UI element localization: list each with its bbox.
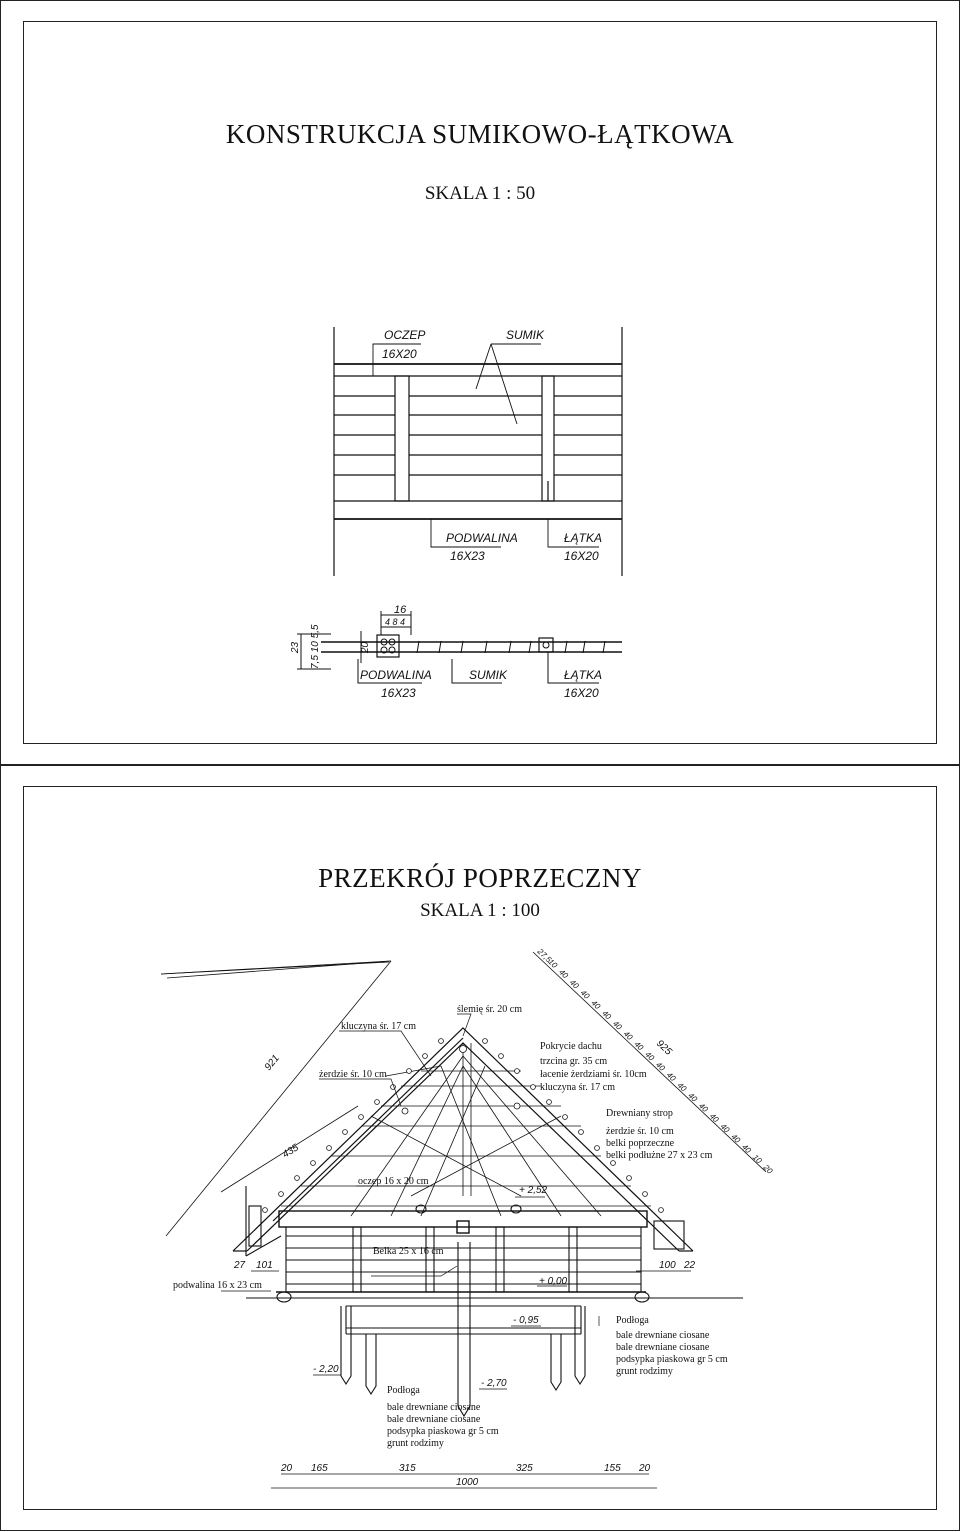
label-belka: Belka 25 x 16 cm <box>373 1246 444 1257</box>
rafter-spacing-7: 40 <box>610 1018 624 1032</box>
sheet-cross-section <box>0 765 960 1531</box>
dim-rafter-total: 925 <box>653 1038 674 1058</box>
dim-bottom-2: 315 <box>399 1463 416 1474</box>
rafter-spacing-13: 40 <box>675 1080 689 1094</box>
rafter-spacing-20: 10 <box>750 1152 764 1166</box>
dim-bottom-4: 155 <box>604 1463 621 1474</box>
rafter-spacing-16: 40 <box>707 1111 721 1125</box>
rafter-spacing-6: 40 <box>600 1008 613 1022</box>
rafter-spacing-3: 40 <box>567 977 581 991</box>
podwalina-size: 16X23 <box>450 549 485 563</box>
dim-bottom-5: 20 <box>639 1463 651 1474</box>
level-ridge: + 2,52 <box>519 1185 548 1196</box>
plan-dim-sub: 4 8 4 <box>385 617 406 627</box>
oczep-label: OCZEP <box>384 328 426 342</box>
rafter-spacing-18: 40 <box>729 1132 742 1145</box>
sheet2-title: PRZEKRÓJ POPRZECZNY <box>318 863 642 893</box>
level-m270: - 2,70 <box>481 1378 507 1389</box>
label-zerdzie: żerdzie śr. 10 cm <box>319 1069 387 1080</box>
plan-dim-small: 20 <box>360 641 371 653</box>
rafter-spacing-8: 40 <box>621 1029 635 1042</box>
rafter-spacing-0: 27,5 <box>535 946 554 965</box>
cross-section-drawing <box>1 766 960 1532</box>
ceiling-note-head: Drewniany strop <box>606 1108 673 1119</box>
level-m095: - 0,95 <box>513 1315 539 1326</box>
plan-latka-label: ŁĄTKA <box>564 668 603 682</box>
floor-note-left <box>387 1385 499 1449</box>
ceiling-note-l3: belki podłużne 27 x 23 cm <box>606 1150 713 1161</box>
floor-left-head: Podłoga <box>387 1385 420 1396</box>
roof-note-l2: łacenie żerdziami śr. 10cm <box>540 1069 647 1080</box>
piles <box>341 1242 585 1416</box>
plan-dim-left-total: 23 <box>290 641 301 653</box>
sheet2-scale: SKALA 1 : 100 <box>420 900 540 921</box>
sumik-label: SUMIK <box>506 328 545 342</box>
dim-slope-inner: 435 <box>280 1142 301 1161</box>
dim-bottom-1: 165 <box>311 1463 328 1474</box>
rafter-spacing-11: 40 <box>653 1060 667 1073</box>
floor-right-l3: podsypka piaskowa gr 5 cm <box>616 1354 728 1365</box>
rafter-spacing-9: 40 <box>632 1039 646 1053</box>
dim-right-b: 22 <box>684 1260 696 1271</box>
rafter-spacing-1: 10 <box>546 957 560 970</box>
floor-right-l2: bale drewniane ciosane <box>616 1342 710 1353</box>
rafter-spacing-5: 40 <box>589 998 603 1012</box>
plan-dim-left-parts: 7,5 10 5,5 <box>310 624 321 669</box>
plan-podwalina-size: 16X23 <box>381 686 416 700</box>
rafter-spacing-10: 40 <box>643 1049 656 1063</box>
roof-covering-note <box>540 1041 647 1093</box>
dim-right-a: 100 <box>659 1260 676 1271</box>
sheet1-title: KONSTRUKCJA SUMIKOWO-ŁĄTKOWA <box>225 119 735 149</box>
floor-right-head: Podłoga <box>616 1315 649 1326</box>
dim-bottom-3: 325 <box>516 1463 533 1474</box>
dim-left-b: 101 <box>256 1260 273 1271</box>
elevation-leaders <box>373 344 599 547</box>
floor-left-l2: bale drewniane ciosane <box>387 1414 481 1425</box>
ceiling-note <box>606 1108 713 1161</box>
rafter-spacing-4: 40 <box>578 988 592 1001</box>
label-podwalina: podwalina 16 x 23 cm <box>173 1280 262 1291</box>
dim-overall: 1000 <box>456 1477 479 1488</box>
floor-right-l4: grunt rodzimy <box>616 1366 673 1377</box>
sheet-construction-detail <box>0 0 960 765</box>
oczep-size: 16X20 <box>382 347 417 361</box>
label-oczep: oczep 16 x 20 cm <box>358 1176 429 1187</box>
ceiling-note-l1: żerdzie śr. 10 cm <box>606 1126 674 1137</box>
dim-left-a: 27 <box>234 1260 246 1271</box>
construction-drawing <box>1 1 960 766</box>
rafter-spacing-21: 20 <box>761 1162 775 1176</box>
plan-sumik-label: SUMIK <box>469 668 508 682</box>
label-kluczyna: kluczyna śr. 17 cm <box>341 1021 416 1032</box>
rafter-spacing-15: 40 <box>697 1101 710 1114</box>
rafter-spacing-14: 40 <box>686 1090 699 1104</box>
level-zero: + 0,00 <box>539 1276 568 1287</box>
floor-note-right <box>616 1315 728 1377</box>
dim-slope-long: 921 <box>262 1052 282 1073</box>
sheet1-scale: SKALA 1 : 50 <box>424 183 536 204</box>
floor-left-l4: grunt rodzimy <box>387 1438 444 1449</box>
podwalina-label: PODWALINA <box>446 531 518 545</box>
latka-label: ŁĄTKA <box>564 531 603 545</box>
plan-latka-size: 16X20 <box>564 686 599 700</box>
ceiling-note-l2: belki poprzeczne <box>606 1138 675 1149</box>
plan-dim-top: 16 <box>394 604 407 616</box>
floor-left-l1: bale drewniane ciosane <box>387 1402 481 1413</box>
dim-bottom-0: 20 <box>281 1463 293 1474</box>
floor-left-l3: podsypka piaskowa gr 5 cm <box>387 1426 499 1437</box>
latka-size: 16X20 <box>564 549 599 563</box>
roof-note-l1: trzcina gr. 35 cm <box>540 1056 608 1067</box>
plan-podwalina-label: PODWALINA <box>360 668 432 682</box>
rafter-spacing-19: 40 <box>740 1142 753 1156</box>
roof-note-head: Pokrycie dachu <box>540 1041 602 1052</box>
level-m220: - 2,20 <box>313 1364 339 1375</box>
label-slemie: ślemię śr. 20 cm <box>457 1004 522 1015</box>
floor-right-l1: bale drewniane ciosane <box>616 1330 710 1341</box>
bottom-dimensions <box>280 1463 651 1488</box>
rafter-spacing-17: 40 <box>718 1121 732 1135</box>
roof-note-l3: kluczyna śr. 17 cm <box>540 1082 615 1093</box>
rafter-spacing-2: 40 <box>557 967 570 981</box>
rafter-spacing-12: 40 <box>664 1070 678 1084</box>
